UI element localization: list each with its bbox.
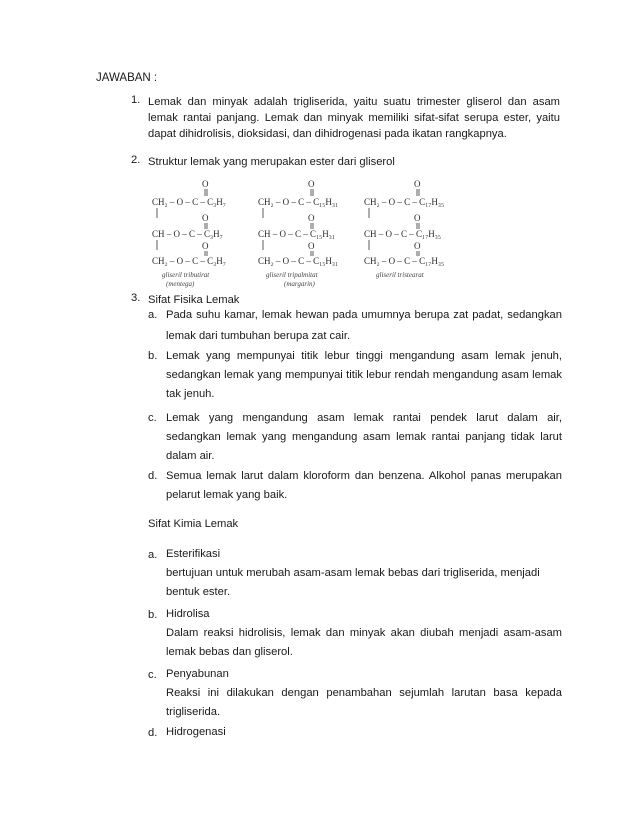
text-line: lemak dari tumbuhan berupa zat cair.: [166, 330, 351, 342]
svg-text:O: O: [414, 241, 421, 251]
text-line: Lemak yang mempunyai titik lebur tinggi mengandung asam lemak jenuh,: [166, 350, 562, 362]
svg-text:O: O: [414, 179, 421, 189]
text-line: Semua lemak larut dalam kloroform dan benzena. Alkohol panas merupakan: [166, 470, 562, 482]
list-item: [166, 347, 562, 404]
svg-text:O: O: [202, 241, 209, 251]
svg-text:gliseril tripalmitat: gliseril tripalmitat: [266, 271, 318, 279]
svg-text:CH₂ – O – C – C₁₅H₃₁: CH₂ – O – C – C₁₅H₃₁: [258, 197, 339, 207]
text-line: tak jenuh.: [166, 388, 215, 400]
text-line: Lemak dan minyak adalah trigliserida, yaitu suatu trimester gliserol dan asam: [148, 96, 560, 108]
svg-text:CH – O – C – C₃H₇: CH – O – C – C₃H₇: [152, 229, 223, 239]
text-line: Lemak yang mengandung asam lemak rantai pendek larut dalam air,: [166, 412, 562, 424]
list-letter: c.: [148, 669, 157, 681]
list-letter: d.: [148, 727, 158, 739]
svg-text:CH – O – C – C₁₇H₃₅: CH – O – C – C₁₇H₃₅: [364, 229, 442, 239]
section-title-fisika: Sifat Fisika Lemak: [148, 294, 240, 306]
list-item-title: Esterifikasi: [166, 548, 221, 560]
list-letter: b.: [148, 350, 158, 362]
text-line: Dalam reaksi hidrolisis, lemak dan minyak akan diubah menjadi asam-asam: [166, 627, 562, 639]
list-letter: c.: [148, 412, 157, 424]
svg-text:(mentega): (mentega): [166, 280, 195, 288]
list-item-title: Hidrogenasi: [166, 726, 226, 738]
list-item-title: Penyabunan: [166, 668, 229, 680]
svg-text:O: O: [202, 213, 209, 223]
list-item: [166, 409, 562, 466]
section-title-kimia: Sifat Kimia Lemak: [148, 518, 239, 530]
list-letter: a.: [148, 309, 158, 321]
svg-text:gliseril tributirat: gliseril tributirat: [162, 271, 210, 279]
svg-text:O: O: [308, 179, 315, 189]
svg-text:CH₂ – O – C – C₃H₇: CH₂ – O – C – C₃H₇: [152, 197, 226, 207]
item-text: Struktur lemak yang merupakan ester dari gliserol: [148, 156, 395, 168]
text-line: bertujuan untuk merubah asam-asam lemak bebas dari trigliserida, menjadi: [166, 567, 540, 579]
structure-tributirat: [152, 179, 226, 288]
svg-text:CH – O – C – C₁₅H₃₁: CH – O – C – C₁₅H₃₁: [258, 229, 336, 239]
item-text: [148, 94, 560, 142]
list-item: [166, 624, 562, 662]
list-letter: d.: [148, 470, 158, 482]
triglyceride-structures-figure: [150, 174, 470, 294]
text-line: trigliserida.: [166, 706, 221, 718]
svg-text:gliseril tristearat: gliseril tristearat: [376, 271, 424, 279]
item-number: 3.: [131, 292, 141, 304]
item-number: 2.: [131, 154, 141, 166]
text-line: dapat dihidrolisis, dioksidasi, dan dihidrogenasi pada ikatan rangkapnya.: [148, 128, 507, 140]
text-line: Reaksi ini dilakukan dengan penambahan sejumlah larutan basa kepada: [166, 687, 562, 699]
text-line: pelarut lemak yang baik.: [166, 489, 288, 501]
item-number: 1.: [131, 94, 141, 106]
svg-text:O: O: [414, 213, 421, 223]
list-letter: a.: [148, 549, 158, 561]
list-item: [166, 306, 562, 325]
list-letter: b.: [148, 609, 158, 621]
svg-text:CH₂ – O – C – C₁₅H₃₁: CH₂ – O – C – C₁₅H₃₁: [258, 256, 339, 266]
svg-text:CH₂ – O – C – C₁₇H₃₅: CH₂ – O – C – C₁₇H₃₅: [364, 256, 445, 266]
svg-text:O: O: [308, 213, 315, 223]
list-item: [166, 684, 562, 722]
text-line: bentuk ester.: [166, 586, 231, 598]
structure-tristearat: [364, 179, 444, 279]
list-item: [166, 564, 562, 602]
list-item-title: Hidrolisa: [166, 608, 210, 620]
answer-heading: JAWABAN :: [96, 72, 158, 84]
text-line: dalam air.: [166, 450, 215, 462]
svg-text:O: O: [202, 179, 209, 189]
svg-text:O: O: [308, 241, 315, 251]
svg-text:(margarin): (margarin): [284, 280, 315, 288]
text-line: lemak rantai panjang. Lemak dan minyak memiliki sifat-sifat serupa ester, yaitu: [148, 112, 560, 124]
list-item: [166, 467, 562, 505]
text-line: sedangkan lemak yang mempunyai titik lebur rendah mengandung asam lemak: [166, 369, 562, 381]
text-line: Pada suhu kamar, lemak hewan pada umumnya berupa zat padat, sedangkan: [166, 309, 562, 321]
structure-tripalmitat: [258, 179, 338, 288]
svg-text:CH₂ – O – C – C₃H₇: CH₂ – O – C – C₃H₇: [152, 256, 226, 266]
text-line: sedangkan lemak yang mengandung asam lemak rantai panjang tidak larut: [166, 431, 562, 443]
svg-text:CH₂ – O – C – C₁₇H₃₅: CH₂ – O – C – C₁₇H₃₅: [364, 197, 445, 207]
text-line: lemak bebas dan gliserol.: [166, 646, 293, 658]
